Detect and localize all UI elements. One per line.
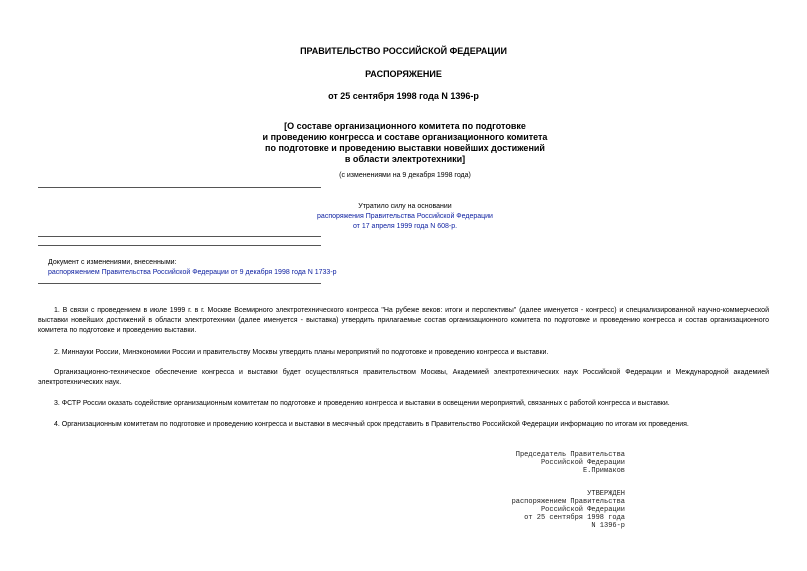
approval-line: распоряжением Правительства — [511, 498, 625, 506]
changes-block — [48, 258, 448, 278]
divider — [38, 245, 321, 246]
status-text: Утратило силу на основании — [358, 203, 452, 210]
paragraph-text: 2. Миннауки России, Минэкономики России и правительству Москвы утвердить планы мероприятий по подготовке и проведению конгресса и выставки. — [54, 349, 549, 356]
paragraph-3 — [38, 368, 769, 388]
status-block — [200, 202, 610, 232]
changes-intro: Документ с изменениями, внесенными: — [48, 259, 177, 266]
signature-block — [440, 451, 625, 475]
paragraph-1 — [38, 306, 769, 336]
paragraph-text: 3. ФСТР России оказать содействие организационным комитетам по подготовке и проведению конгресса и выставки в освещении мероприятий, связанных с работой конгресса и выставки. — [54, 400, 670, 407]
title-line: в области электротехники] — [344, 154, 466, 164]
approval-block — [440, 490, 625, 530]
approval-line: УТВЕРЖДЕН — [587, 490, 625, 498]
paragraph-text: 1. В связи с проведением в июле 1999 г. в г. Москве Всемирного электротехнического конгресса "На рубеже веков: итоги и перспективы" (далее именуется - конгресс) и специализированной научно-коммерческой выставки новейших достижений в области электротехники (далее именуется - выставка) утвердить прилагаемые состав организационного комитета по подготовке и проведению конгресса и состав организационного комитета по подготовке и проведению выставки. — [38, 307, 769, 334]
divider — [38, 283, 321, 284]
document-date-number: от 25 сентября 1998 года N 1396-р — [328, 91, 479, 101]
paragraph-5 — [38, 420, 769, 430]
approval-line: от 25 сентября 1998 года — [524, 514, 625, 522]
government-heading: ПРАВИТЕЛЬСТВО РОССИЙСКОЙ ФЕДЕРАЦИИ — [300, 46, 507, 56]
signature-line: Российской Федерации — [540, 459, 625, 467]
amendments-note: (с изменениями на 9 декабря 1998 года) — [339, 172, 471, 179]
paragraph-2 — [38, 348, 769, 358]
approval-line: N 1396-р — [591, 522, 625, 530]
signature-line: Председатель Правительства — [515, 451, 625, 459]
paragraph-text: Организационно-техническое обеспечение конгресса и выставки будет осуществляться правительством Москвы, Академией электротехнических наук Российской Федерации и Международной академией электротехнических наук. — [38, 369, 769, 386]
changes-link[interactable]: распоряжением Правительства Российской Федерации от 9 декабря 1998 года N 1733-р — [48, 269, 337, 276]
status-link[interactable]: распоряжения Правительства Российской Федерации — [317, 213, 493, 220]
title-line: и проведению конгресса и составе организационного комитета — [262, 132, 548, 142]
title-line: [О составе организационного комитета по подготовке — [284, 121, 526, 131]
document-title — [200, 121, 610, 165]
status-link-date[interactable]: от 17 апреля 1999 года N 608-р. — [352, 223, 458, 230]
paragraph-4 — [38, 399, 769, 409]
divider — [38, 236, 321, 237]
signature-line: Е.Примаков — [582, 467, 625, 475]
document-type: РАСПОРЯЖЕНИЕ — [365, 69, 442, 79]
title-line: по подготовке и проведению выставки новейших достижений — [265, 143, 545, 153]
paragraph-text: 4. Организационным комитетам по подготовке и проведению конгресса и выставки в месячный срок представить в Правительство Российской Федерации информацию по итогам их проведения. — [54, 421, 689, 428]
divider — [38, 187, 321, 188]
approval-line: Российской Федерации — [540, 506, 625, 514]
